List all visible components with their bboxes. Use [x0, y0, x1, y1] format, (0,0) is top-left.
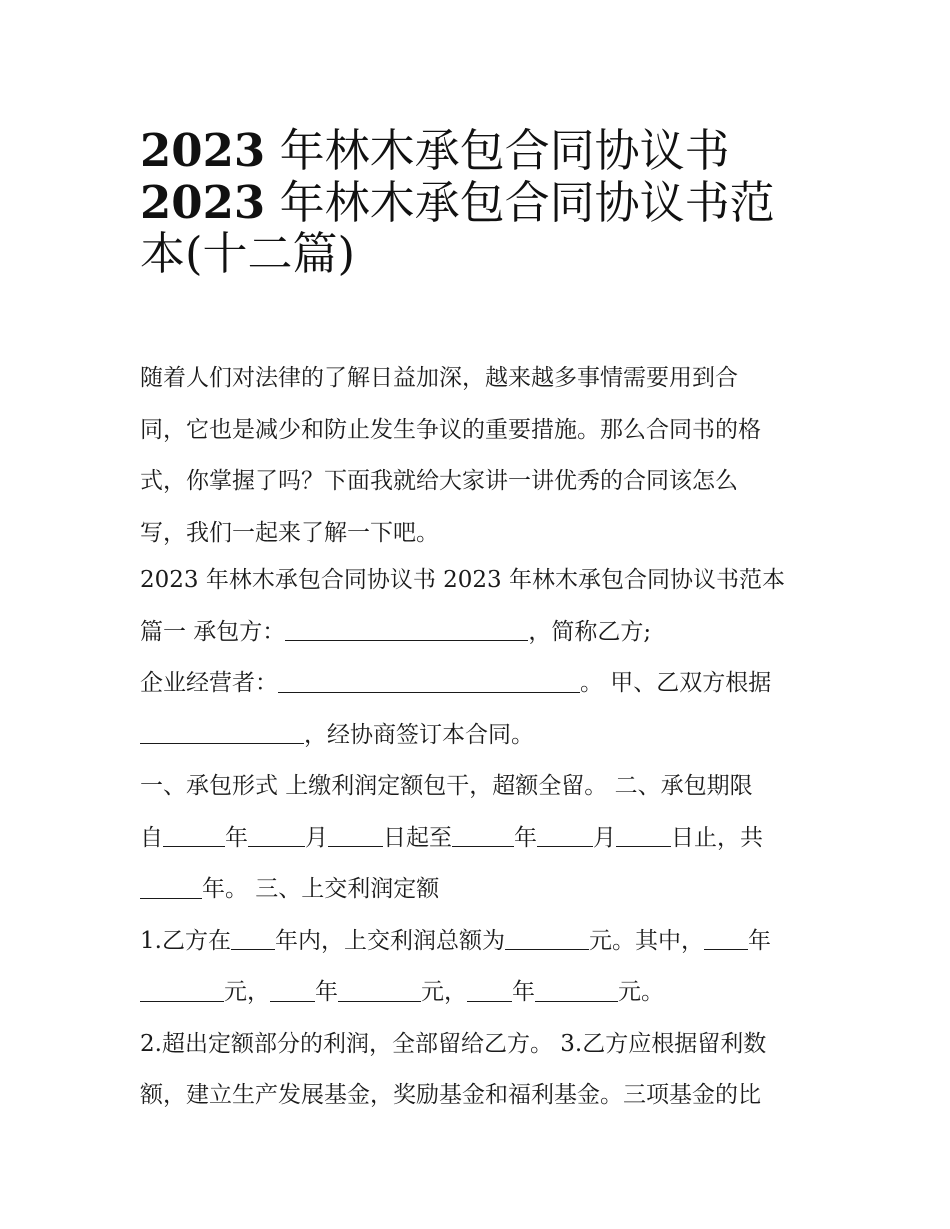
intro-line: 写，我们一起来了解一下吧。 — [140, 519, 439, 546]
body-line: 1.乙方在 年内，上交利润总额为 元。其中， 年 — [140, 916, 820, 968]
intro-line: 随着人们对法律的了解日益加深，越来越多事情需要用到合 — [140, 365, 738, 391]
fill-blank-amount-1[interactable] — [140, 977, 224, 1002]
fill-blank-year-2[interactable] — [270, 977, 315, 1002]
intro-line: 式，你掌握了吗？下面我就给大家讲一讲优秀的合同该怎么 — [140, 468, 738, 494]
intro-paragraph — [140, 353, 820, 559]
body-line: 篇一 承包方： ，简称乙方; — [140, 607, 820, 659]
body-line: 一、承包形式 上缴利润定额包干，超额全留。 二、承包期限 — [140, 773, 753, 799]
fill-blank-amount-3[interactable] — [535, 977, 618, 1002]
fill-blank-start-day[interactable] — [328, 822, 383, 847]
title-line: 2023 年林木承包合同协议书 — [140, 124, 730, 177]
body-line: 额，建立生产发展基金，奖励基金和福利基金。三项基金的比 — [140, 1082, 761, 1108]
fill-blank-contractor[interactable] — [285, 616, 528, 641]
body-line: 2.超出定额部分的利润，全部留给乙方。 3.乙方应根据留利数 — [140, 1030, 767, 1057]
body-line: 元， 年 元， 年 元。 — [140, 967, 820, 1019]
intro-line: 同，它也是减少和防止发生争议的重要措施。那么合同书的格 — [140, 416, 761, 443]
fill-blank-year-1[interactable] — [704, 925, 748, 950]
body-line: 自 年 月 日起至 年 月 日止，共 — [140, 813, 820, 865]
fill-blank-end-month[interactable] — [537, 822, 593, 847]
fill-blank-start-month[interactable] — [248, 822, 305, 847]
fill-blank-end-year[interactable] — [452, 822, 514, 847]
body-line: ，经协商签订本合同。 — [140, 710, 820, 762]
fill-blank-operator[interactable] — [278, 668, 580, 693]
fill-blank-start-year[interactable] — [163, 822, 225, 847]
fill-blank-year-3[interactable] — [467, 977, 512, 1002]
fill-blank-amount-2[interactable] — [338, 977, 421, 1002]
fill-blank-total-years[interactable] — [140, 874, 202, 899]
document-title — [140, 112, 840, 280]
title-line: 2023 年林木承包合同协议书范 — [140, 175, 775, 229]
body-line: 企业经营者： 。 甲、乙双方根据 — [140, 658, 820, 710]
body-line: 2023 年林木承包合同协议书 2023 年林木承包合同协议书范本 — [140, 567, 785, 593]
fill-blank-basis[interactable] — [140, 719, 304, 744]
fill-blank-years[interactable] — [231, 925, 275, 950]
contract-body — [140, 555, 820, 1122]
fill-blank-total-profit[interactable] — [505, 925, 589, 950]
body-line: 年。 三、上交利润定额 — [140, 864, 820, 916]
title-line: 本(十二篇) — [140, 227, 356, 280]
fill-blank-end-day[interactable] — [616, 822, 671, 847]
